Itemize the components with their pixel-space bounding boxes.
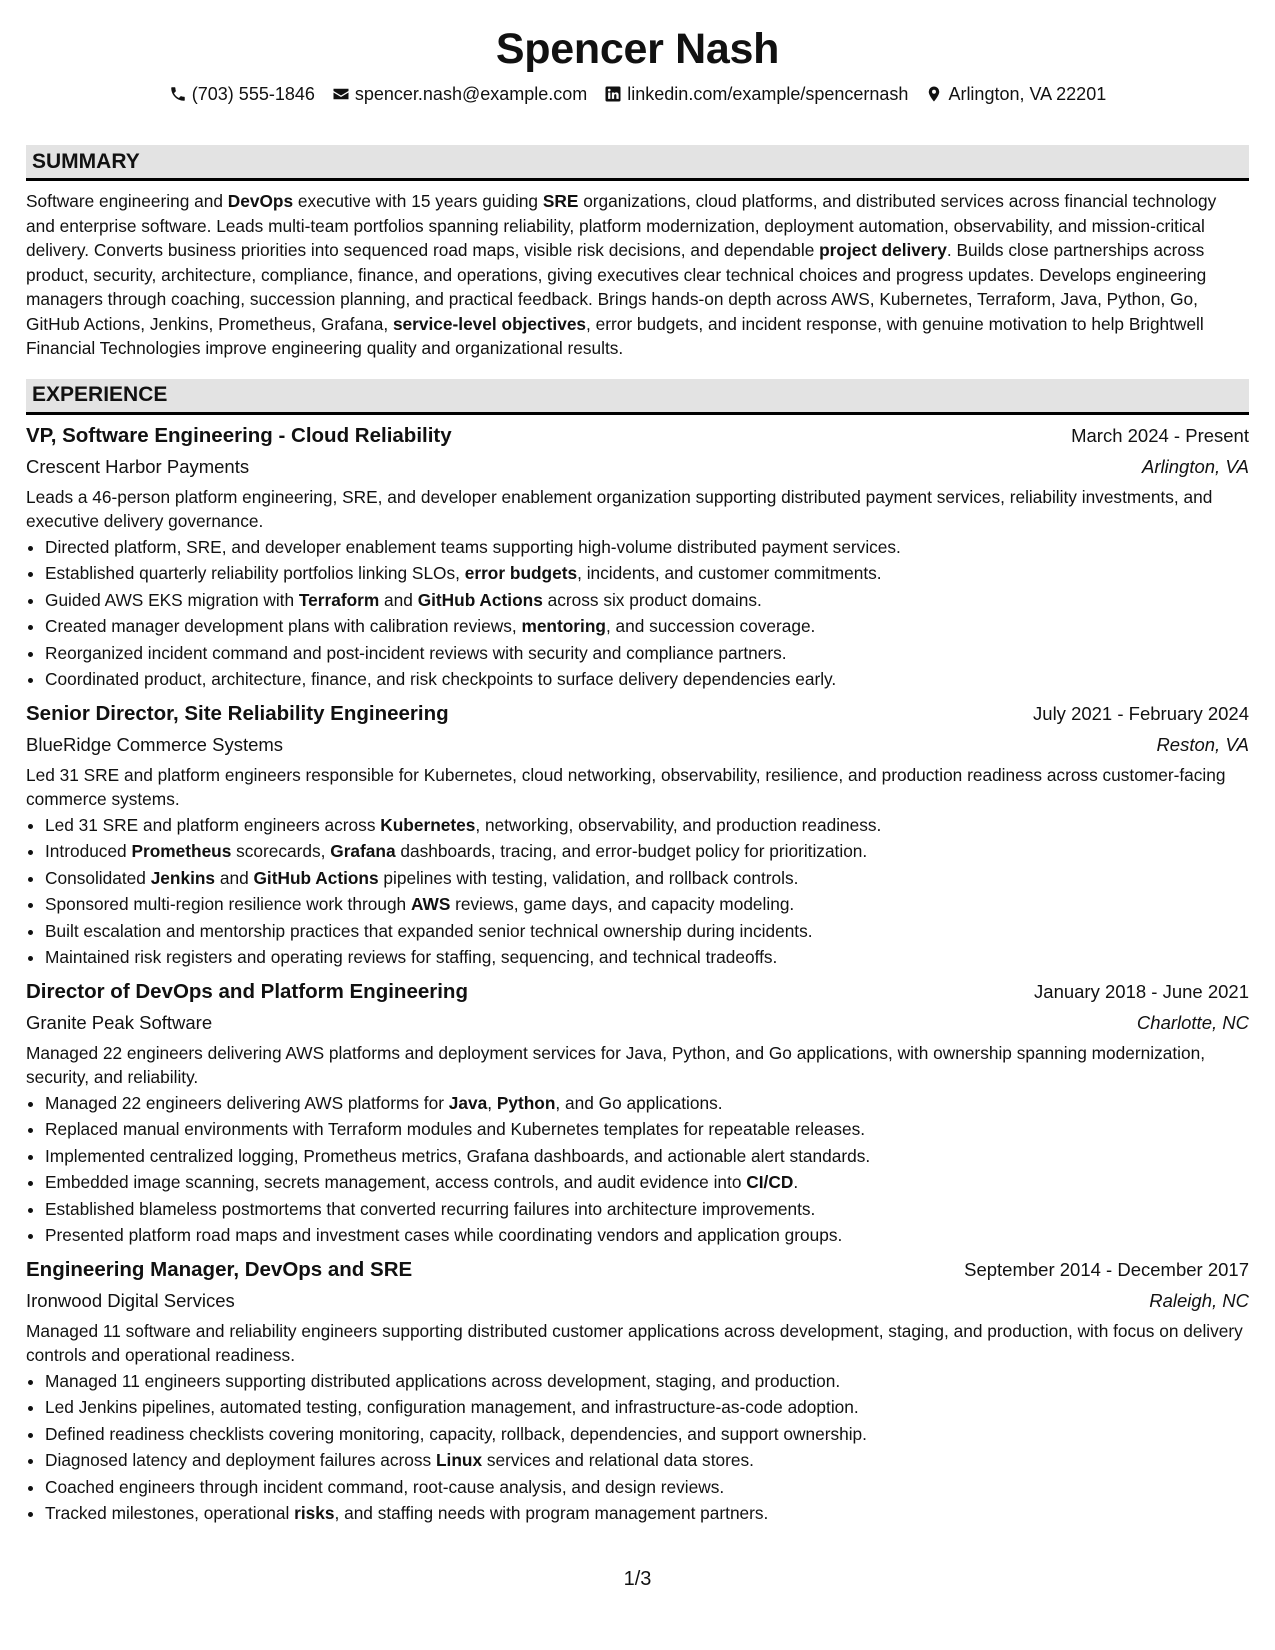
job-bullet — [45, 1447, 1249, 1474]
text-run: and — [215, 867, 254, 888]
job-company: Ironwood Digital Services — [26, 1289, 235, 1311]
job-description: Led 31 SRE and platform engineers responsible for Kubernetes, cloud networking, observability, resilience, and production readiness across customer-facing commerce systems. — [26, 764, 1226, 809]
job-entry — [26, 977, 1249, 1249]
job-bullet — [45, 838, 1249, 865]
contact-linkedin[interactable] — [604, 84, 908, 105]
text-run: Consolidated — [45, 867, 151, 888]
summary-text — [26, 189, 1249, 361]
job-company: Granite Peak Software — [26, 1011, 213, 1033]
text-run: Led 31 SRE and platform engineers across — [45, 814, 381, 835]
job-bullet-list — [26, 1090, 1249, 1249]
bold-keyword: DevOps — [227, 191, 294, 211]
job-bullet-list — [26, 534, 1249, 693]
job-bullet — [45, 1500, 1249, 1527]
experience-list — [26, 421, 1249, 1527]
job-bullet — [45, 1421, 1249, 1448]
job-title: Director of DevOps and Platform Engineering — [26, 979, 468, 1003]
job-bullet-list — [26, 812, 1249, 971]
job-location: Arlington, VA — [1142, 455, 1249, 477]
bold-keyword: AWS — [410, 894, 451, 914]
bold-keyword: SRE — [542, 191, 579, 211]
bold-keyword: Linux — [435, 1450, 483, 1470]
job-title-row — [26, 699, 1249, 729]
text-run: Reorganized incident command and post-incident reviews with security and compliance partners. — [45, 642, 787, 663]
job-bullet — [45, 560, 1249, 587]
bold-keyword: risks — [294, 1503, 335, 1523]
job-company-row — [26, 1285, 1249, 1316]
text-run: across six product domains. — [542, 589, 762, 610]
bold-keyword: Python — [496, 1092, 556, 1113]
job-bullet — [45, 534, 1249, 561]
job-company-row — [26, 451, 1249, 482]
job-bullet — [45, 891, 1249, 918]
text-run: organizations, cloud platforms, and distributed services across financial technology and enterprise software. Leads multi-team portfolios spanning reliability, platform modernization, deployment automation, observability, and mission-critical delivery. Converts business priorities into sequenced road maps, visible risk decisions, and dependable — [26, 191, 1217, 260]
job-bullet — [45, 1169, 1249, 1196]
linkedin-text[interactable]: linkedin.com/example/spencernash — [627, 83, 909, 104]
job-dates: July 2021 - February 2024 — [1033, 702, 1249, 724]
job-description: Leads a 46-person platform engineering, SRE, and developer enablement organization supporting distributed payment services, reliability investments, and executive delivery governance. — [26, 486, 1213, 531]
text-run: Managed 11 engineers supporting distributed applications across development, staging, and production. — [45, 1370, 841, 1391]
text-run: Coached engineers through incident command, root-cause analysis, and design reviews. — [45, 1476, 725, 1497]
job-title: VP, Software Engineering - Cloud Reliability — [26, 423, 452, 447]
text-run: services and relational data stores. — [482, 1450, 754, 1470]
bold-keyword: GitHub Actions — [253, 867, 379, 888]
bold-keyword: Jenkins — [150, 867, 216, 888]
text-run: Presented platform road maps and investment cases while coordinating vendors and application groups. — [45, 1225, 843, 1245]
contact-bar — [26, 80, 1249, 108]
text-run: Led Jenkins pipelines, automated testing, configuration management, and infrastructure-as-code adoption. — [45, 1397, 859, 1417]
job-bullet — [45, 1116, 1249, 1143]
job-dates: January 2018 - June 2021 — [1034, 980, 1249, 1002]
job-bullet — [45, 1474, 1249, 1501]
job-location: Raleigh, NC — [1149, 1289, 1249, 1311]
job-bullet — [45, 944, 1249, 971]
text-run: Guided AWS EKS migration with — [45, 589, 299, 610]
map-pin-icon — [925, 85, 943, 103]
phone-icon — [169, 85, 187, 103]
job-title-row — [26, 1255, 1249, 1285]
job-dates: March 2024 - Present — [1071, 424, 1249, 446]
job-bullet — [45, 666, 1249, 693]
job-bullet — [45, 865, 1249, 892]
job-bullet — [45, 1222, 1249, 1249]
job-location: Charlotte, NC — [1136, 1011, 1249, 1033]
text-run: , error budgets, and incident response, with genuine motivation to help Brightwell Financial Technologies improve engineering quality and organizational results. — [26, 313, 1204, 358]
job-company: BlueRidge Commerce Systems — [26, 733, 284, 755]
experience-heading: EXPERIENCE — [26, 379, 1249, 415]
job-bullet-list — [26, 1368, 1249, 1527]
text-run: Defined readiness checklists covering monitoring, capacity, rollback, dependencies, and support ownership. — [45, 1423, 867, 1444]
job-bullet — [45, 812, 1249, 839]
job-entry — [26, 1255, 1249, 1527]
location-text: Arlington, VA 22201 — [948, 83, 1107, 104]
job-bullet — [45, 1394, 1249, 1421]
bold-keyword: Kubernetes — [380, 814, 476, 835]
job-title-row — [26, 977, 1249, 1007]
bold-keyword: GitHub Actions — [417, 589, 543, 610]
text-run: . Builds close partnerships across product, security, architecture, compliance, finance, and operations, giving executives clear technical choices and progress updates. Develops engineering managers through coaching, succession planning, and practical feedback. Brings hands-on depth across AWS, Kubernetes, Terraform, Java, Python, Go, GitHub Actions, Jenkins, Prometheus, Grafana, — [26, 240, 1207, 334]
job-bullet — [45, 587, 1249, 614]
job-entry — [26, 421, 1249, 693]
job-dates: September 2014 - December 2017 — [964, 1258, 1249, 1280]
job-title: Senior Director, Site Reliability Engineering — [26, 701, 449, 725]
text-run: Established blameless postmortems that converted recurring failures into architecture improvements. — [45, 1198, 816, 1219]
text-run: Implemented centralized logging, Prometheus metrics, Grafana dashboards, and actionable alert standards. — [45, 1145, 871, 1166]
bold-keyword: service-level objectives — [392, 313, 587, 334]
bold-keyword: error budgets — [464, 563, 578, 583]
phone-text: (703) 555-1846 — [191, 83, 315, 104]
job-bullet — [45, 1143, 1249, 1170]
text-run: Software engineering and — [26, 191, 228, 211]
text-run: reviews, game days, and capacity modeling. — [450, 894, 795, 914]
text-run: Built escalation and mentorship practices that expanded senior technical ownership during incidents. — [45, 920, 813, 941]
text-run: Directed platform, SRE, and developer enablement teams supporting high-volume distributed payment services. — [45, 536, 901, 557]
text-run: , incidents, and customer commitments. — [577, 563, 882, 583]
page-number: 1/3 — [623, 1568, 652, 1590]
bold-keyword: Terraform — [298, 589, 380, 610]
contact-email[interactable] — [332, 84, 587, 105]
job-title-row — [26, 421, 1249, 451]
text-run: Embedded image scanning, secrets management, access controls, and audit evidence into — [45, 1172, 747, 1192]
job-bullet — [45, 918, 1249, 945]
job-description: Managed 22 engineers delivering AWS platforms and deployment services for Java, Python, and Go applications, with ownership spanning modernization, security, and reliability. — [26, 1042, 1205, 1087]
contact-phone — [169, 84, 315, 105]
text-run: and — [379, 589, 418, 610]
job-bullet — [45, 613, 1249, 640]
job-location: Reston, VA — [1156, 733, 1249, 755]
job-title: Engineering Manager, DevOps and SRE — [26, 1257, 413, 1281]
text-run: Established quarterly reliability portfolios linking SLOs, — [45, 563, 465, 583]
bold-keyword: mentoring — [521, 616, 606, 636]
email-text[interactable]: spencer.nash@example.com — [354, 83, 588, 104]
text-run: Managed 22 engineers delivering AWS platforms for — [45, 1092, 449, 1113]
job-bullet — [45, 1090, 1249, 1117]
text-run: Introduced — [45, 841, 132, 861]
job-bullet — [45, 1368, 1249, 1395]
text-run: . — [793, 1172, 799, 1192]
job-company: Crescent Harbor Payments — [26, 455, 250, 477]
text-run: , — [487, 1092, 497, 1113]
text-run: Created manager development plans with calibration reviews, — [45, 616, 522, 636]
text-run: , and staffing needs with program management partners. — [334, 1503, 769, 1523]
bold-keyword: CI/CD — [746, 1172, 794, 1192]
bold-keyword: Grafana — [330, 841, 396, 861]
job-description: Managed 11 software and reliability engineers supporting distributed customer applications across development, staging, and production, with focus on delivery controls and operational readiness. — [26, 1320, 1243, 1365]
text-run: Replaced manual environments with Terraform modules and Kubernetes templates for repeatable releases. — [45, 1119, 866, 1139]
text-run: , and succession coverage. — [605, 616, 816, 636]
envelope-icon — [332, 85, 350, 103]
bold-keyword: Prometheus — [131, 841, 232, 861]
text-run: pipelines with testing, validation, and rollback controls. — [378, 867, 799, 888]
text-run: , and Go applications. — [555, 1092, 723, 1113]
text-run: Coordinated product, architecture, finance, and risk checkpoints to surface delivery dependencies early. — [45, 669, 837, 689]
text-run: Tracked milestones, operational — [45, 1503, 295, 1523]
job-bullet — [45, 1196, 1249, 1223]
bold-keyword: Java — [448, 1092, 488, 1113]
summary-heading: SUMMARY — [26, 145, 1249, 181]
bold-keyword: project delivery — [819, 240, 947, 260]
job-company-row — [26, 729, 1249, 760]
text-run: Sponsored multi-region resilience work through — [45, 894, 411, 914]
text-run: Diagnosed latency and deployment failures across — [45, 1450, 436, 1470]
candidate-name: Spencer Nash — [495, 25, 780, 73]
linkedin-icon — [604, 85, 622, 103]
text-run: executive with 15 years guiding — [293, 191, 543, 211]
text-run: scorecards, — [231, 841, 331, 861]
text-run: Maintained risk registers and operating reviews for staffing, sequencing, and technical tradeoffs. — [45, 947, 778, 967]
text-run: dashboards, tracing, and error-budget policy for prioritization. — [395, 841, 868, 861]
text-run: , networking, observability, and production readiness. — [475, 814, 882, 835]
job-company-row — [26, 1007, 1249, 1038]
contact-location — [925, 84, 1106, 105]
job-bullet — [45, 640, 1249, 667]
job-entry — [26, 699, 1249, 971]
